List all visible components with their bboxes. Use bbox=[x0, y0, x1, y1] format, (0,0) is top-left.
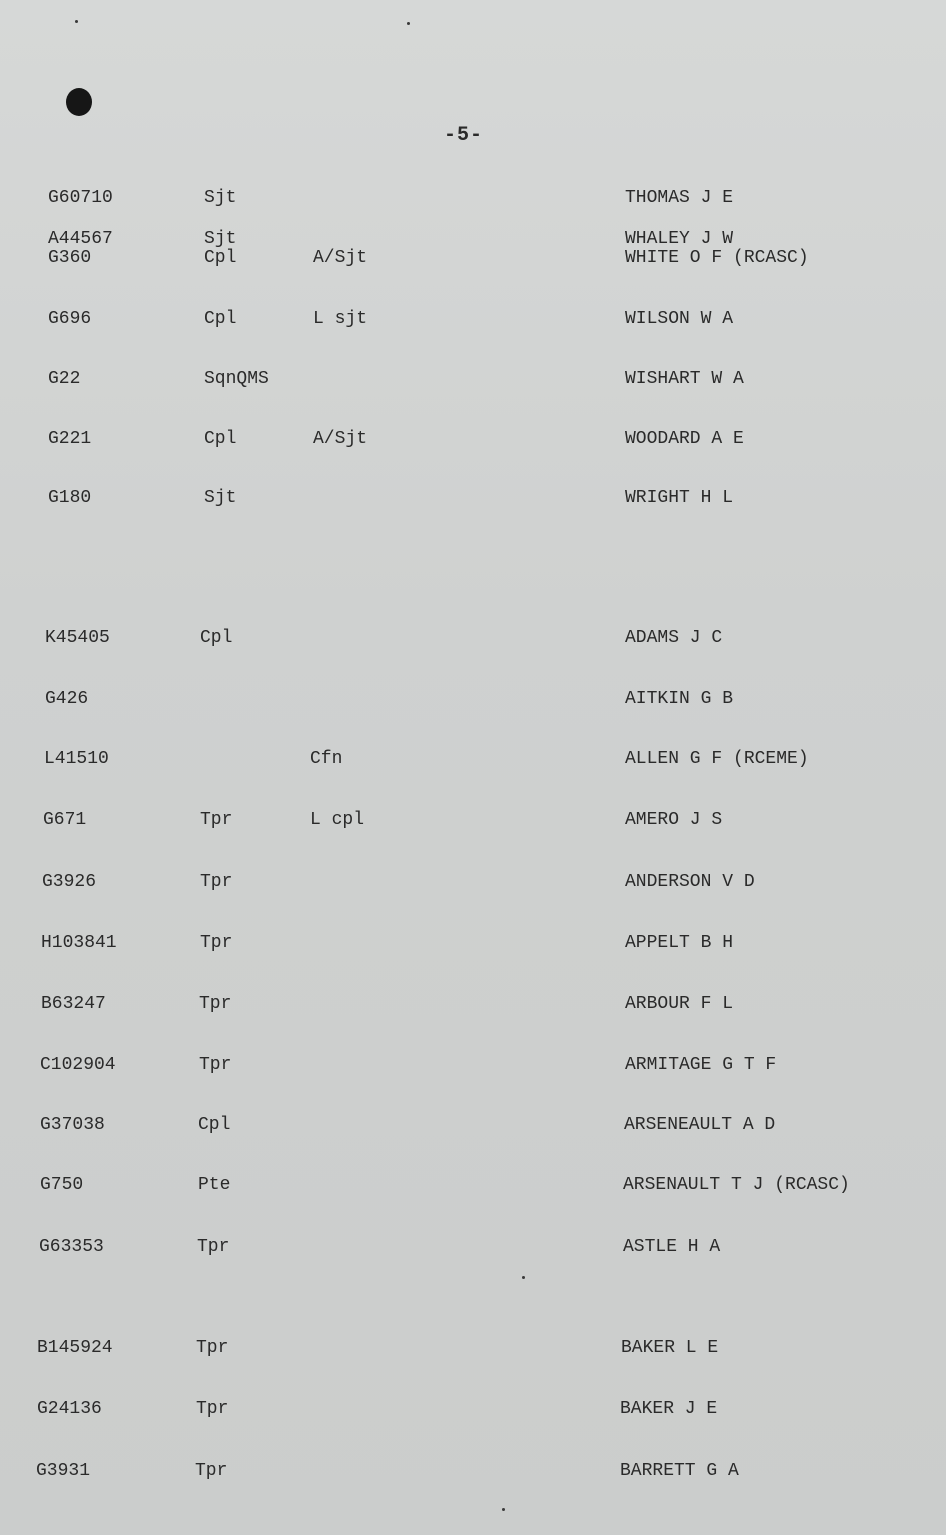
page-number: -5- bbox=[444, 124, 484, 147]
soldier-name: WOODARD A E bbox=[625, 429, 744, 449]
soldier-name: AMERO J S bbox=[625, 810, 723, 830]
rank: Sjt bbox=[204, 188, 237, 208]
service-number: C102904 bbox=[40, 1055, 116, 1075]
service-number: G22 bbox=[48, 369, 81, 389]
rank: Tpr bbox=[199, 1055, 232, 1075]
rank: Cpl bbox=[200, 628, 233, 648]
service-number: G60710 bbox=[48, 188, 113, 208]
soldier-name: BAKER L E bbox=[621, 1338, 719, 1358]
appointment: L sjt bbox=[313, 309, 368, 329]
roster-row bbox=[0, 1237, 946, 1259]
appointment: A/Sjt bbox=[313, 429, 368, 449]
roster-row bbox=[0, 488, 946, 510]
soldier-name: ADAMS J C bbox=[625, 628, 723, 648]
rank: Tpr bbox=[196, 1338, 229, 1358]
service-number: K45405 bbox=[45, 628, 110, 648]
rank: SqnQMS bbox=[204, 369, 269, 389]
appointment: L cpl bbox=[310, 810, 365, 830]
roster-row bbox=[0, 933, 946, 955]
rank: Tpr bbox=[200, 872, 233, 892]
soldier-name: WILSON W A bbox=[625, 309, 734, 329]
roster-row bbox=[0, 1175, 946, 1197]
soldier-name: ALLEN G F (RCEME) bbox=[625, 749, 809, 769]
roster-row bbox=[0, 628, 946, 650]
soldier-name: THOMAS J E bbox=[625, 188, 734, 208]
service-number: G63353 bbox=[39, 1237, 104, 1257]
soldier-name: BAKER J E bbox=[620, 1399, 718, 1419]
roster-row bbox=[0, 689, 946, 711]
service-number: B63247 bbox=[41, 994, 106, 1014]
service-number: G180 bbox=[48, 488, 92, 508]
soldier-name: ARBOUR F L bbox=[625, 994, 734, 1014]
soldier-name: BARRETT G A bbox=[620, 1461, 739, 1481]
service-number: G696 bbox=[48, 309, 92, 329]
speck bbox=[407, 22, 410, 25]
service-number: A44567 bbox=[48, 229, 113, 249]
soldier-name: ARSENEAULT A D bbox=[624, 1115, 776, 1135]
service-number: H103841 bbox=[41, 933, 117, 953]
rank: Tpr bbox=[199, 994, 232, 1014]
rank: Sjt bbox=[204, 488, 237, 508]
roster-row bbox=[0, 994, 946, 1016]
appointment: Cfn bbox=[310, 749, 343, 769]
rank: Cpl bbox=[204, 429, 237, 449]
roster-row bbox=[0, 429, 946, 451]
roster-row bbox=[0, 749, 946, 771]
soldier-name: APPELT B H bbox=[625, 933, 734, 953]
service-number: G426 bbox=[45, 689, 89, 709]
service-number: G24136 bbox=[37, 1399, 102, 1419]
rank: Cpl bbox=[204, 248, 237, 268]
speck bbox=[75, 20, 78, 23]
service-number: G3926 bbox=[42, 872, 97, 892]
service-number: L41510 bbox=[44, 749, 109, 769]
rank: Cpl bbox=[198, 1115, 231, 1135]
roster-row bbox=[0, 1115, 946, 1137]
rank: Cpl bbox=[204, 309, 237, 329]
roster-row bbox=[0, 369, 946, 391]
soldier-name: AITKIN G B bbox=[625, 689, 734, 709]
soldier-name: WHALEY J W bbox=[625, 229, 734, 249]
roster-row bbox=[0, 1338, 946, 1360]
roster-row bbox=[0, 188, 946, 210]
appointment: A/Sjt bbox=[313, 248, 368, 268]
service-number: G221 bbox=[48, 429, 92, 449]
soldier-name: WRIGHT H L bbox=[625, 488, 734, 508]
roster-row bbox=[0, 248, 946, 270]
roster-row bbox=[0, 1399, 946, 1421]
rank: Sjt bbox=[204, 229, 237, 249]
roster-row bbox=[0, 872, 946, 894]
rank: Tpr bbox=[200, 810, 233, 830]
service-number: G37038 bbox=[40, 1115, 105, 1135]
roster-row bbox=[0, 810, 946, 832]
punch-hole bbox=[66, 88, 92, 116]
speck bbox=[502, 1508, 505, 1511]
rank: Tpr bbox=[200, 933, 233, 953]
service-number: G360 bbox=[48, 248, 92, 268]
service-number: G671 bbox=[43, 810, 87, 830]
soldier-name: WHITE O F (RCASC) bbox=[625, 248, 809, 268]
soldier-name: ARSENAULT T J (RCASC) bbox=[623, 1175, 850, 1195]
rank: Tpr bbox=[195, 1461, 228, 1481]
rank: Pte bbox=[198, 1175, 231, 1195]
service-number: B145924 bbox=[37, 1338, 113, 1358]
roster-row bbox=[0, 1461, 946, 1483]
roster-row bbox=[0, 1055, 946, 1077]
rank: Tpr bbox=[197, 1237, 230, 1257]
speck bbox=[522, 1276, 525, 1279]
roster-row bbox=[0, 309, 946, 331]
soldier-name: WISHART W A bbox=[625, 369, 744, 389]
soldier-name: ARMITAGE G T F bbox=[625, 1055, 777, 1075]
rank: Tpr bbox=[196, 1399, 229, 1419]
service-number: G3931 bbox=[36, 1461, 91, 1481]
soldier-name: ASTLE H A bbox=[623, 1237, 721, 1257]
soldier-name: ANDERSON V D bbox=[625, 872, 755, 892]
service-number: G750 bbox=[40, 1175, 84, 1195]
